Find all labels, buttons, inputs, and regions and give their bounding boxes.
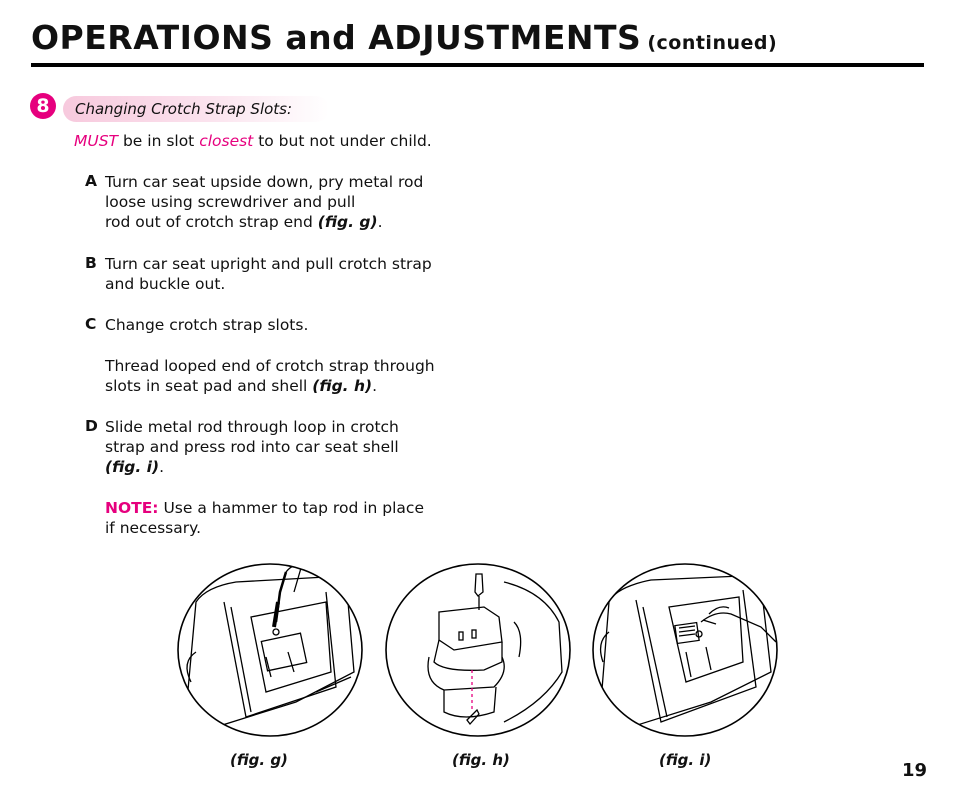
closest-emphasis: closest	[199, 132, 254, 150]
note-line1-text: Use a hammer to tap rod in place	[158, 499, 424, 517]
note-line1	[105, 498, 424, 518]
step-heading: Changing Crotch Strap Slots:	[75, 100, 293, 118]
step-a-line3	[105, 212, 423, 232]
step-d-fig-ref: (fig. i)	[105, 458, 160, 476]
figure-g-illustration	[176, 562, 366, 738]
slot-rule-text	[74, 131, 432, 151]
step-c-thread-text	[105, 356, 435, 396]
step-c-line1: Change crotch strap slots.	[105, 316, 309, 334]
note-text	[105, 498, 424, 538]
step-heading-band	[63, 96, 329, 122]
note-label: NOTE:	[105, 499, 159, 517]
figure-g-caption: (fig. g)	[230, 751, 288, 769]
step-c-line3	[105, 376, 435, 396]
title-rule	[31, 63, 924, 67]
step-a-text	[105, 172, 423, 232]
step-a-line3-text: rod out of crotch strap end	[105, 213, 318, 231]
step-letter-d: D	[85, 417, 98, 435]
step-a-end: .	[377, 213, 383, 231]
rule-end: to but not under child.	[253, 132, 432, 150]
step-b-line2: and buckle out.	[105, 275, 226, 293]
figure-h-illustration	[384, 562, 574, 738]
step-d-end: .	[159, 458, 164, 476]
step-b-line1: Turn car seat upright and pull crotch strap	[105, 255, 432, 273]
title-main: OPERATIONS and ADJUSTMENTS	[31, 18, 642, 57]
step-a-line2: loose using screwdriver and pull	[105, 193, 356, 211]
step-letter-b: B	[85, 254, 97, 272]
figure-i-caption: (fig. i)	[659, 751, 712, 769]
step-c-text	[105, 315, 308, 335]
page-title	[31, 18, 777, 57]
step-letter-a: A	[85, 172, 97, 190]
note-line2: if necessary.	[105, 519, 202, 537]
rule-mid: be in slot	[118, 132, 200, 150]
step-c-fig-ref: (fig. h)	[312, 377, 373, 395]
page-number: 19	[902, 760, 928, 781]
step-d-line3	[105, 457, 399, 477]
step-d-text	[105, 417, 399, 477]
step-number-badge: 8	[30, 93, 56, 119]
step-letter-c: C	[85, 315, 97, 333]
step-d-line2: strap and press rod into car seat shell	[105, 438, 399, 456]
title-suffix: (continued)	[647, 32, 778, 54]
step-a-line1: Turn car seat upside down, pry metal rod	[105, 173, 424, 191]
step-a-fig-ref: (fig. g)	[317, 213, 378, 231]
step-b-text	[105, 254, 432, 294]
step-c-line2: Thread looped end of crotch strap through	[105, 357, 435, 375]
must-emphasis: MUST	[74, 132, 119, 150]
figure-i-illustration	[591, 562, 781, 738]
figure-h-caption: (fig. h)	[452, 751, 510, 769]
step-c-line3-text: slots in seat pad and shell	[105, 377, 313, 395]
step-c-end: .	[372, 377, 378, 395]
step-d-line1: Slide metal rod through loop in crotch	[105, 418, 399, 436]
